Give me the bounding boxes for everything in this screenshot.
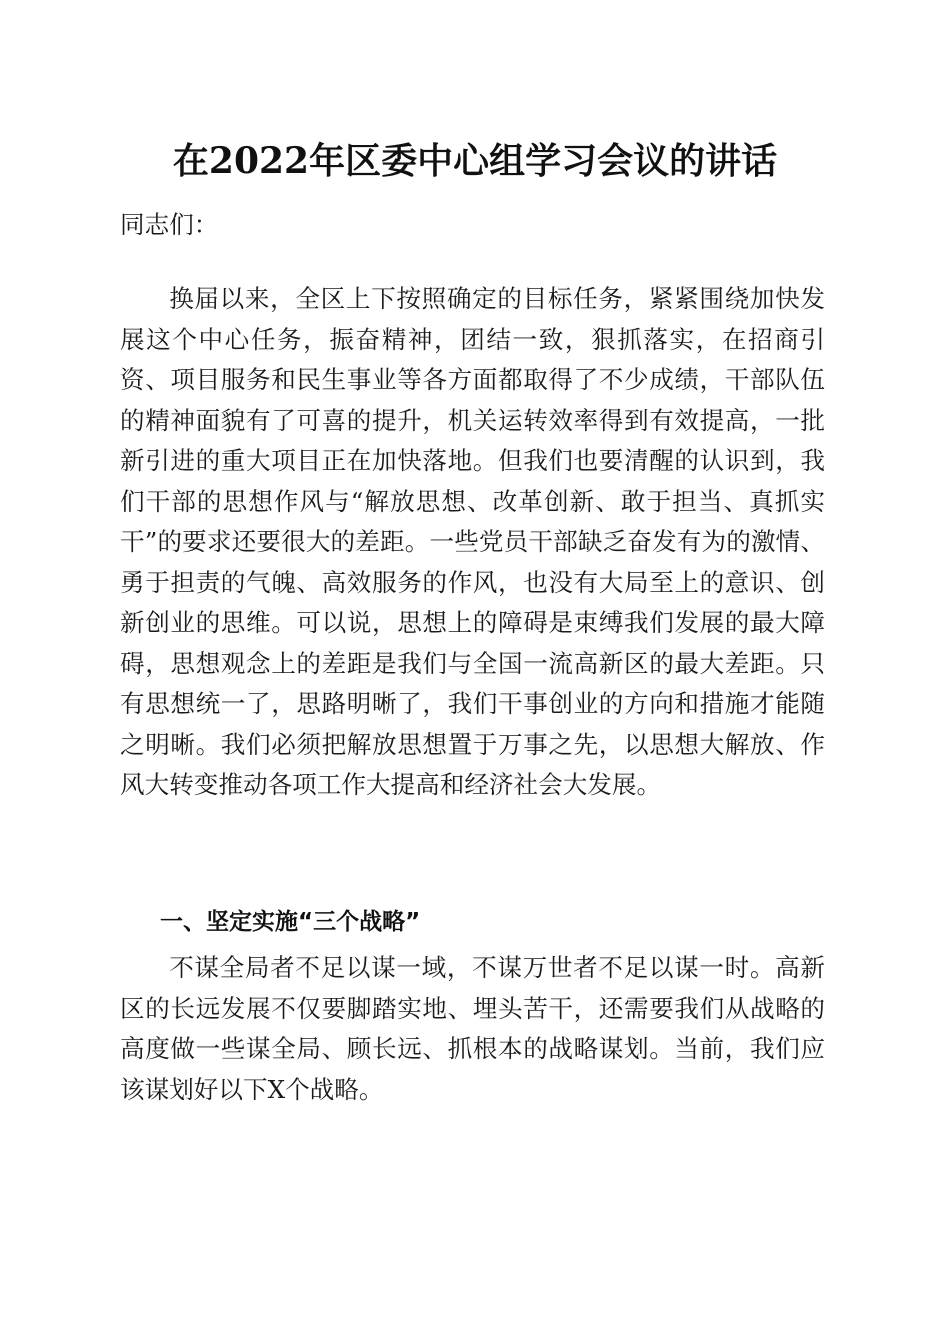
salutation: 同志们： bbox=[120, 210, 219, 239]
section-heading-1: 一、坚定实施“三个战略” bbox=[160, 909, 421, 935]
paragraph-intro: 换届以来，全区上下按照确定的目标任务，紧紧围绕加快发展这个中心任务，振奋精神，团结一致，狠抓落实，在招商引资、项目服务和民生事业等各方面都取得了不少成绩，干部队伍的精神面貌有了可喜的提升，机关运转效率得到有效提高，一批新引进的重大项目正在加快落地。但我们也要清醒的认识到，我们干部的思想作风与“解放思想、改革创新、敢于担当、真抓实干”的要求还要很大的差距。一些党员干部缺乏奋发有为的激情、勇于担责的气魄、高效服务的作风，也没有大局至上的意识、创新创业的思维。可以说，思想上的障碍是束缚我们发展的最大障碍，思想观念上的差距是我们与全国一流高新区的最大差距。只有思想统一了，思路明晰了，我们干事创业的方向和措施才能随之明晰。我们必须把解放思想置于万事之先，以思想大解放、作风大转变推动各项工作大提高和经济社会大发展。 bbox=[120, 284, 825, 799]
paragraph-section-1: 不谋全局者不足以谋一域，不谋万世者不足以谋一时。高新区的长远发展不仅要脚踏实地、埋头苦干，还需要我们从战略的高度做一些谋全局、顾长远、抓根本的战略谋划。当前，我们应该谋划好以下X个战略。 bbox=[120, 953, 825, 1104]
document-title: 在2022年区委中心组学习会议的讲话 bbox=[172, 140, 778, 182]
